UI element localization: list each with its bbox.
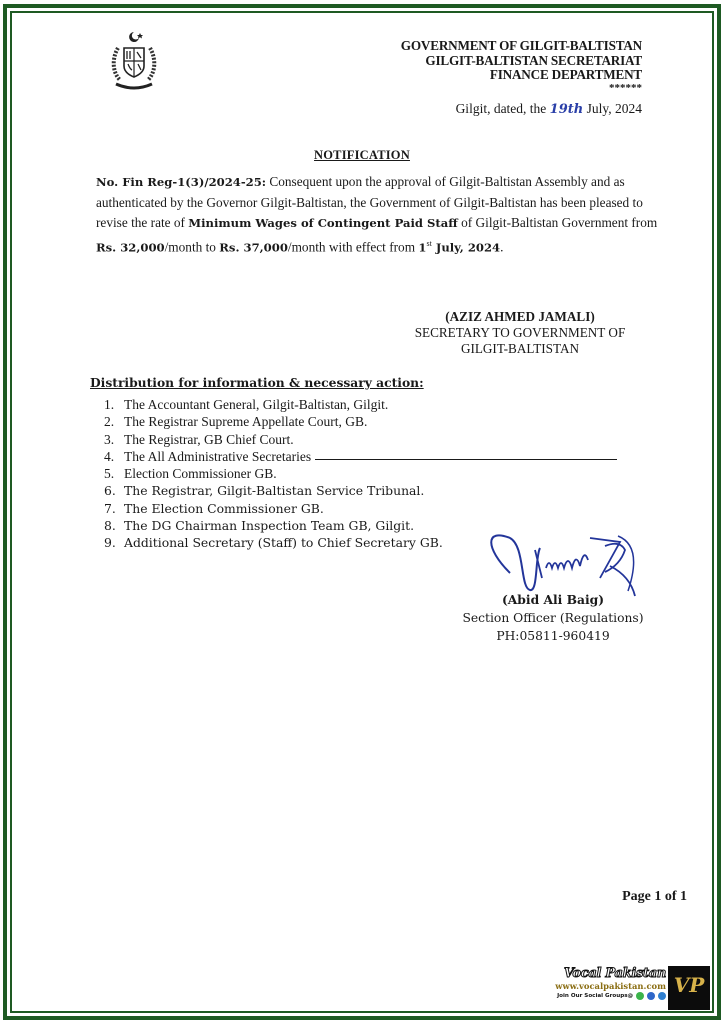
watermark-social-text: Join Our Social Groups@: [557, 993, 634, 999]
distribution-item: [104, 482, 617, 499]
secretary-designation-1: SECRETARY TO GOVERNMENT OF: [414, 325, 626, 340]
distribution-item: [104, 500, 617, 517]
officer-phone: PH:05811-960419: [496, 629, 610, 643]
date-day-handwritten: 19th: [549, 102, 584, 117]
distribution-item: [104, 431, 617, 448]
secretary-name: (AZIZ AHMED JAMALI): [445, 309, 595, 324]
secretary-designation-2: GILGIT-BALTISTAN: [460, 341, 580, 356]
state-emblem-icon: [108, 30, 160, 92]
item-text: The Registrar, GB Chief Court.: [124, 431, 294, 447]
item-text: The DG Chairman Inspection Team GB, Gilgit.: [124, 518, 415, 534]
item-number: 1.: [104, 397, 115, 412]
item-number: 2.: [104, 414, 115, 430]
item-text: The Registrar, Gilgit-Baltistan Service Tribunal.: [124, 483, 425, 499]
item-text: The Election Commissioner GB.: [124, 500, 324, 516]
watermark-brand: Vocal Pakistan: [563, 966, 666, 981]
item-text: Election Commissioner GB.: [124, 466, 277, 482]
body-text-2: of Gilgit-Baltistan Government from: [457, 215, 658, 230]
item-text: The Registrar Supreme Appellate Court, GB.: [124, 414, 368, 430]
item-text: The Accountant General, Gilgit-Baltistan, Gilgit.: [124, 397, 389, 412]
distribution-item: [104, 448, 617, 465]
subject-bold: Minimum Wages of Contingent Paid Staff: [188, 216, 458, 230]
item-number: 7.: [104, 500, 116, 516]
watermark-social: [548, 991, 666, 1001]
item-number: 8.: [104, 518, 116, 534]
body-text-3: /month to: [164, 238, 220, 254]
distribution-item: [104, 465, 617, 482]
new-rate: Rs. 37,000: [219, 239, 288, 254]
notification-title: NOTIFICATION: [314, 148, 410, 162]
officer-name: (Abid Ali Baig): [501, 592, 605, 607]
watermark-logo: VP: [668, 966, 710, 1010]
letterhead: [401, 39, 642, 93]
letterhead-line-government: GOVERNMENT OF GILGIT-BALTISTAN: [400, 38, 642, 53]
effective-date: July, 2024: [431, 239, 501, 254]
effective-day-suffix: st: [426, 238, 432, 248]
body-text-4: /month with effect from: [287, 238, 419, 254]
item-number: 9.: [104, 535, 116, 551]
letterhead-line-secretariat: GILGIT-BALTISTAN SECRETARIAT: [425, 52, 642, 68]
watermark-url: www.vocalpakistan.com: [555, 981, 666, 991]
dateline: [456, 101, 642, 117]
old-rate: Rs. 32,000: [96, 239, 165, 254]
officer-designation: Section Officer (Regulations): [462, 611, 644, 625]
facebook-icon: [647, 992, 655, 1000]
watermark: [548, 966, 710, 1010]
item-number: 3.: [104, 431, 115, 447]
section-officer-block: [438, 591, 668, 645]
secretary-signatory: [390, 309, 650, 357]
blank-line: [315, 448, 617, 460]
body-text-5: .: [500, 238, 504, 254]
distribution-title: Distribution for information & necessary action:: [90, 375, 424, 390]
handwritten-signature-icon: [480, 528, 655, 600]
reference-number: No. Fin Reg-1(3)/2024-25:: [96, 175, 267, 189]
whatsapp-icon: [636, 992, 644, 1000]
effective-day: 1: [418, 239, 427, 254]
item-number: 4.: [104, 448, 115, 464]
letterhead-stars: ******: [609, 81, 642, 94]
notification-body: [96, 172, 661, 257]
date-prefix: Gilgit, dated, the: [455, 101, 547, 116]
item-number: 5.: [104, 466, 115, 482]
distribution-item: [104, 396, 617, 413]
distribution-item: [104, 413, 617, 430]
page-number: Page 1 of 1: [622, 889, 687, 904]
item-text: Additional Secretary (Staff) to Chief Secretary GB.: [124, 535, 443, 551]
item-text: The All Administrative Secretaries: [124, 448, 312, 464]
item-number: 6.: [104, 483, 116, 499]
linkedin-icon: [658, 992, 666, 1000]
date-suffix: July, 2024: [586, 101, 642, 116]
body-text-1: Consequent upon the approval of Gilgit-Baltistan Assembly and as authenticated by the Governor Gilgit-Baltistan, the Government of Gilgit-Baltistan has been pleased to revise the rate of: [96, 174, 643, 230]
letterhead-line-department: FINANCE DEPARTMENT: [489, 67, 642, 82]
